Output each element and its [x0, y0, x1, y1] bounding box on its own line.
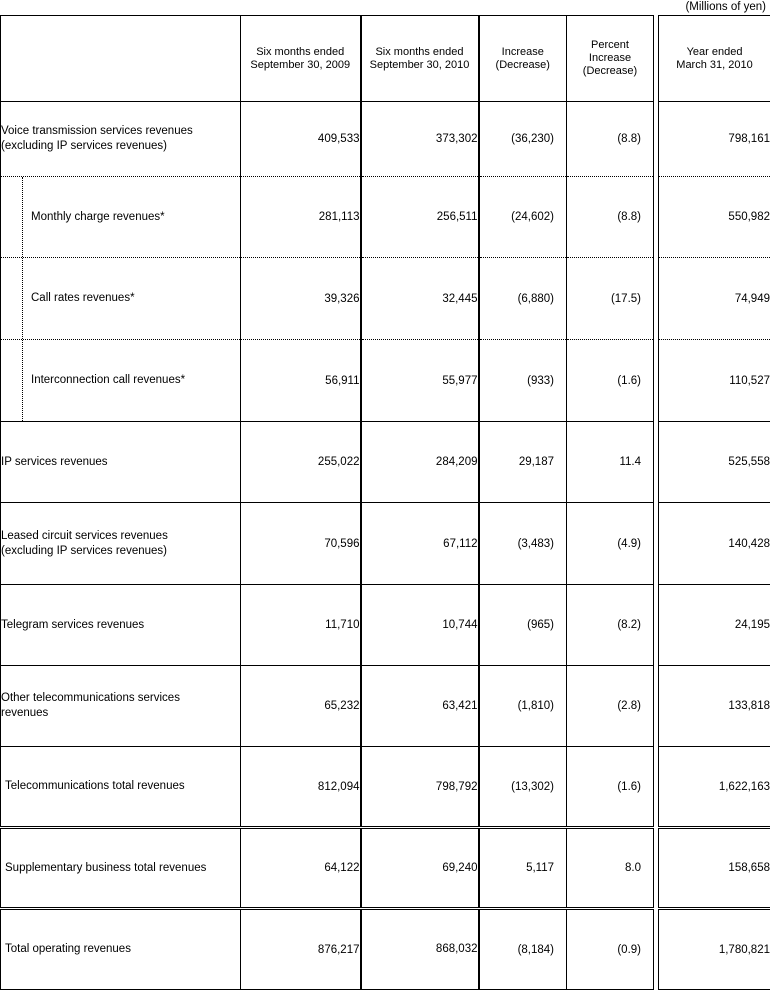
cell-increase: (13,302) — [479, 747, 567, 828]
cell-current: 55,977 — [361, 340, 479, 422]
row-label-monthly-charge — [1, 177, 241, 258]
row-label-line1: Monthly charge revenues* — [31, 210, 165, 223]
cell-percent: 11.4 — [567, 422, 654, 503]
cell-increase: 5,117 — [479, 828, 567, 909]
row-label-call-rates — [1, 258, 241, 340]
cell-full-year: 24,195 — [659, 585, 770, 666]
row-label-line2: (excluding IP services revenues) — [1, 140, 167, 152]
cell-percent: (1.6) — [567, 747, 654, 828]
cell-increase: (36,230) — [479, 102, 567, 177]
header-full-year — [659, 16, 770, 102]
header-increase — [479, 16, 567, 102]
cell-full-year: 1,780,821 — [659, 909, 770, 990]
revenue-breakdown-table — [0, 15, 770, 990]
cell-prior: 409,533 — [241, 102, 361, 177]
cell-full-year: 74,949 — [659, 258, 770, 340]
row-label-line2: (excluding IP services revenues) — [1, 544, 167, 557]
cell-percent: 8.0 — [567, 828, 654, 909]
table-container — [0, 15, 770, 990]
header-percent-line1: Percent — [591, 39, 629, 51]
cell-current: 284,209 — [361, 422, 479, 503]
cell-prior: 255,022 — [241, 422, 361, 503]
row-label-line1: Other telecommunications services — [1, 692, 180, 704]
table-row-total — [1, 828, 770, 909]
header-prior-period — [241, 16, 361, 102]
cell-prior: 39,326 — [241, 258, 361, 340]
cell-current: 63,421 — [361, 666, 479, 747]
table-row-sub — [1, 258, 770, 340]
cell-increase: (965) — [479, 585, 567, 666]
cell-prior: 64,122 — [241, 828, 361, 909]
cell-increase: (8,184) — [479, 909, 567, 990]
cell-percent: (8.8) — [567, 102, 654, 177]
cell-current: 373,302 — [361, 102, 479, 177]
row-label-line1: Interconnection call revenues* — [31, 374, 186, 386]
header-current-period — [361, 16, 479, 102]
indent-bracket — [22, 177, 23, 257]
cell-full-year: 1,622,163 — [659, 747, 770, 828]
cell-percent: (4.9) — [567, 503, 654, 585]
row-label-supplementary-business-total — [1, 828, 241, 909]
header-increase-line1: Increase — [501, 45, 544, 58]
row-label-total-operating-revenues — [1, 909, 241, 990]
cell-percent: (2.8) — [567, 666, 654, 747]
cell-current: 32,445 — [361, 258, 479, 340]
row-label-line1: Supplementary business total revenues — [5, 861, 207, 874]
cell-prior: 65,232 — [241, 666, 361, 747]
indent-bracket — [22, 258, 23, 339]
table-row — [1, 666, 770, 747]
units-caption: (Millions of yen) — [685, 1, 766, 13]
table-row-sub — [1, 177, 770, 258]
row-label-line1: Leased circuit services revenues — [1, 529, 168, 542]
table-row-total — [1, 747, 770, 828]
cell-increase: (933) — [479, 340, 567, 422]
header-full-year-line2: March 31, 2010 — [676, 58, 753, 71]
table-row-sub — [1, 340, 770, 422]
cell-full-year: 140,428 — [659, 503, 770, 585]
row-label-leased-circuit — [1, 503, 241, 585]
cell-increase: 29,187 — [479, 422, 567, 503]
cell-current: 67,112 — [361, 503, 479, 585]
row-label-line1: Telegram services revenues — [1, 618, 145, 631]
row-label-line1: Telecommunications total revenues — [5, 780, 185, 792]
cell-increase: (3,483) — [479, 503, 567, 585]
header-full-year-line1: Year ended — [686, 45, 743, 58]
cell-percent: (8.2) — [567, 585, 654, 666]
cell-percent: (8.8) — [567, 177, 654, 258]
row-label-telecommunications-total — [1, 747, 241, 828]
cell-prior: 281,113 — [241, 177, 361, 258]
cell-increase: (24,602) — [479, 177, 567, 258]
table-row — [1, 585, 770, 666]
header-percent-line2: Increase — [588, 52, 632, 64]
row-label-ip-services — [1, 422, 241, 503]
header-prior-line1: Six months ended — [256, 45, 345, 58]
header-current-line2: September 30, 2010 — [369, 58, 470, 71]
row-label-voice-transmission — [1, 102, 241, 177]
header-label-blank — [1, 16, 241, 102]
indent-bracket — [22, 340, 23, 421]
table-row — [1, 422, 770, 503]
cell-full-year: 133,818 — [659, 666, 770, 747]
header-current-line1: Six months ended — [375, 45, 464, 58]
cell-percent: (1.6) — [567, 340, 654, 422]
cell-prior: 70,596 — [241, 503, 361, 585]
cell-full-year: 110,527 — [659, 340, 770, 422]
header-increase-line2: (Decrease) — [495, 58, 550, 71]
row-label-line1: Call rates revenues* — [31, 292, 135, 304]
cell-percent: (17.5) — [567, 258, 654, 340]
cell-current: 868,032 — [361, 909, 479, 990]
cell-current: 69,240 — [361, 828, 479, 909]
row-label-line1: Total operating revenues — [5, 943, 131, 955]
row-label-line1: Voice transmission services revenues — [1, 125, 193, 137]
cell-current: 256,511 — [361, 177, 479, 258]
cell-percent: (0.9) — [567, 909, 654, 990]
table-row — [1, 503, 770, 585]
header-prior-line2: September 30, 2009 — [250, 58, 351, 71]
cell-full-year: 798,161 — [659, 102, 770, 177]
cell-increase: (6,880) — [479, 258, 567, 340]
cell-current: 798,792 — [361, 747, 479, 828]
row-label-telegram — [1, 585, 241, 666]
cell-prior: 876,217 — [241, 909, 361, 990]
cell-prior: 812,094 — [241, 747, 361, 828]
table-row-grand-total — [1, 909, 770, 990]
cell-full-year: 550,982 — [659, 177, 770, 258]
row-label-line2: revenues — [1, 707, 49, 719]
cell-current: 10,744 — [361, 585, 479, 666]
header-percent — [567, 16, 654, 102]
table-row — [1, 102, 770, 177]
header-percent-line3: (Decrease) — [582, 65, 638, 77]
cell-full-year: 525,558 — [659, 422, 770, 503]
row-label-interconnection-call — [1, 340, 241, 422]
cell-prior: 56,911 — [241, 340, 361, 422]
table-header-row — [1, 16, 770, 102]
row-label-other-telecommunications — [1, 666, 241, 747]
cell-full-year: 158,658 — [659, 828, 770, 909]
cell-prior: 11,710 — [241, 585, 361, 666]
cell-increase: (1,810) — [479, 666, 567, 747]
row-label-line1: IP services revenues — [1, 455, 108, 468]
